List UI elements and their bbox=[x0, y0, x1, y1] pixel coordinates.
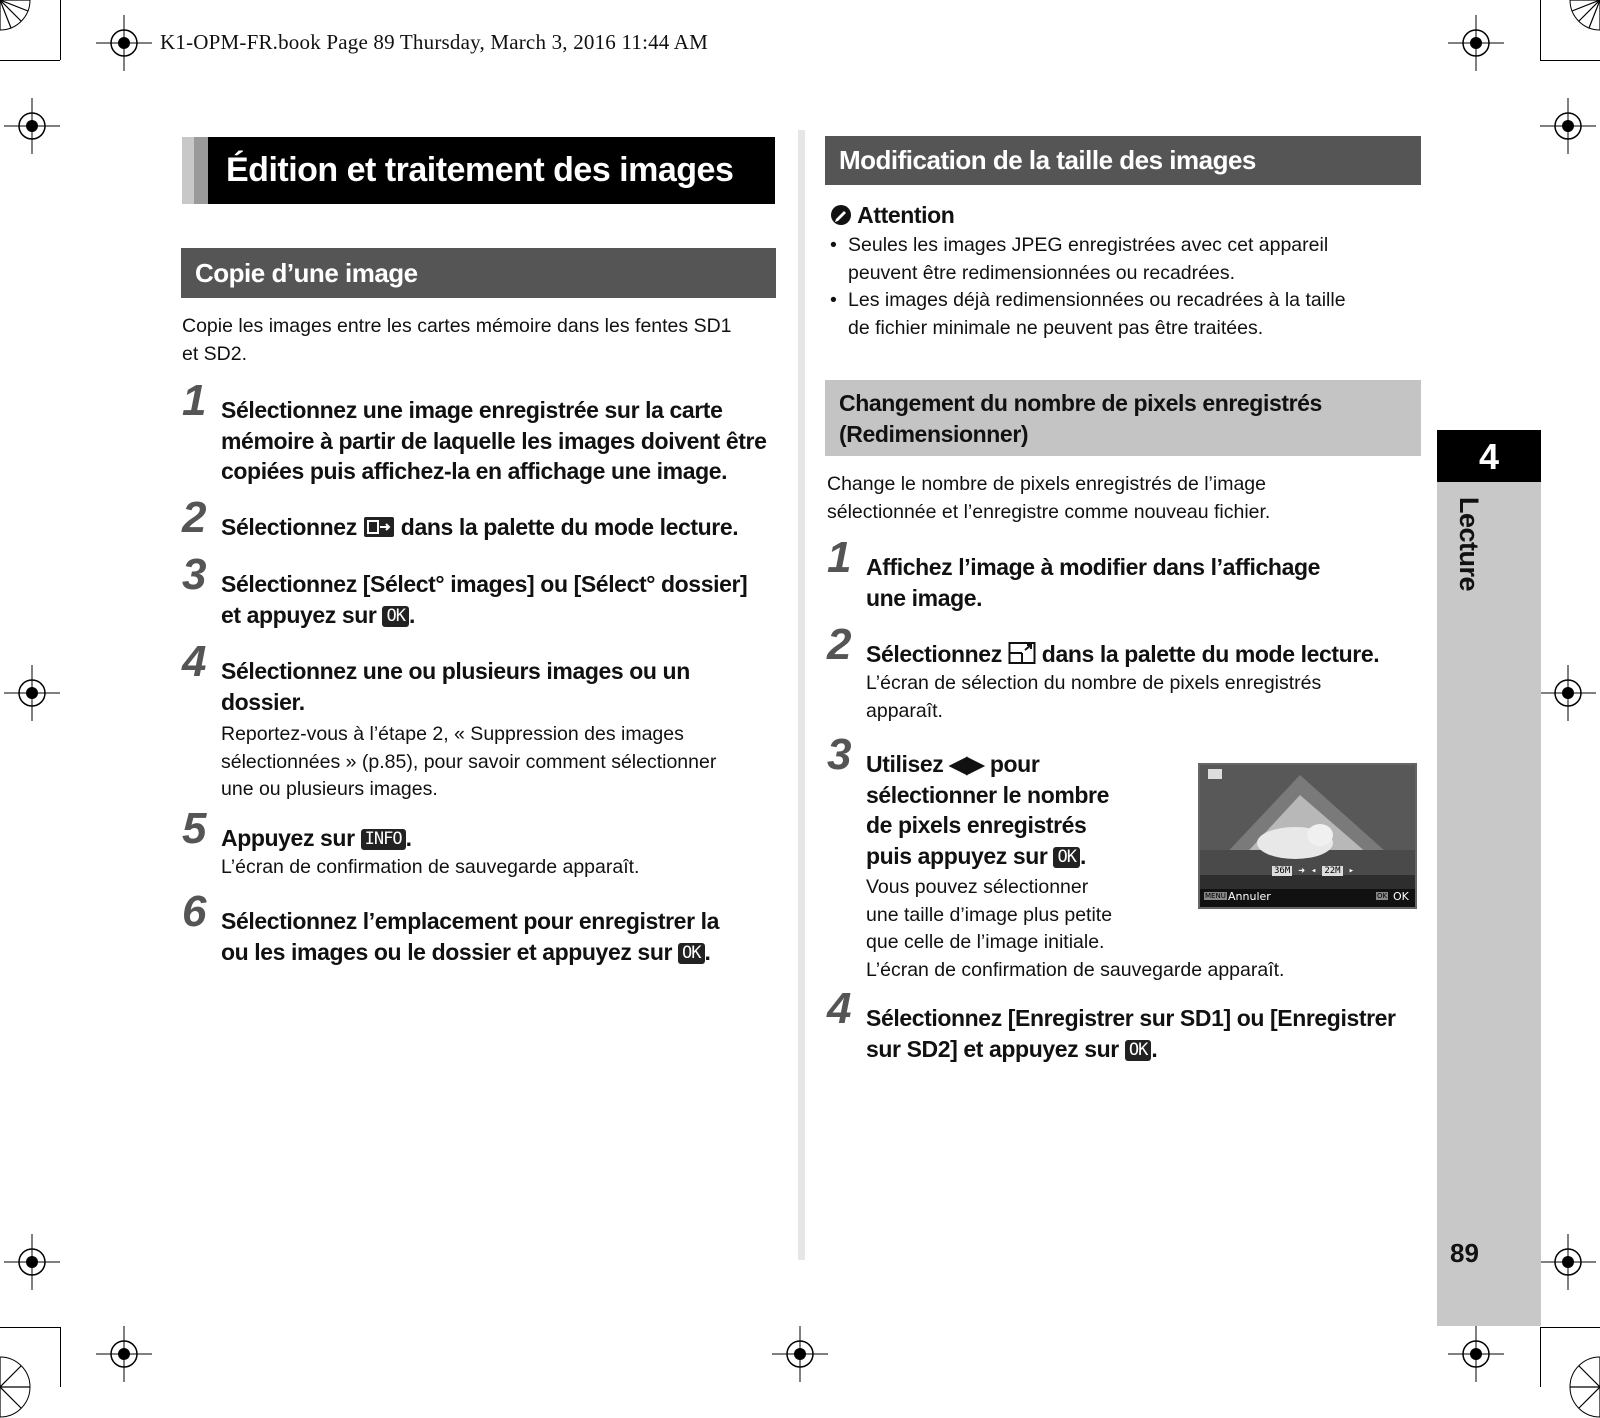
chapter-title: Édition et traitement des images bbox=[226, 151, 734, 189]
page-number: 89 bbox=[1450, 1238, 1479, 1268]
resize-step-3: 3 Utilisez ◀▶ pour sélectionner le nombre de pixels enregistrés puis appuyez sur OK . Vous pouvez sélectionner une taille d’image plus petite que celle de l’image initiale. L’écran de confirmation de sauvegarde apparaît. bbox=[827, 730, 1285, 981]
copy-step-3: 3 Sélectionnez [Sélect° images] ou [Sélect° dossier] et appuyez sur OK . bbox=[182, 550, 748, 628]
registration-mark bbox=[96, 15, 152, 71]
arrow-right-icon: ➜ bbox=[1298, 864, 1305, 877]
chapter-label: Lecture bbox=[1454, 497, 1484, 592]
starburst-mark bbox=[0, 0, 31, 31]
info-key-icon: INFO bbox=[361, 829, 406, 850]
resize-preview-photo bbox=[1200, 765, 1415, 907]
section-title-copy: Copie d’une image bbox=[181, 248, 776, 298]
copy-step-1: 1 Sélectionnez une image enregistrée sur la carte mémoire à partir de laquelle les images doivent être copiées puis affichez-la en affichage une image. bbox=[182, 376, 767, 484]
crop-mark bbox=[1540, 1327, 1541, 1387]
crop-mark bbox=[1540, 60, 1600, 61]
resize-intro: Change le nombre de pixels enregistrés de l’image sélectionnée et l’enregistre comme nouveau fichier. bbox=[827, 473, 1271, 523]
attention-list: • Seules les images JPEG enregistrées avec cet appareil peuvent être redimensionnées ou recadrées. • Les images déjà redimensionnées ou recadrées à la taille de fichier minimale ne peuvent pas être traitées. bbox=[830, 234, 1346, 339]
registration-mark bbox=[1540, 665, 1596, 721]
size-selector: 36M ➜ ◂ 22M ▸ bbox=[1274, 864, 1354, 877]
crop-mark bbox=[0, 1327, 60, 1328]
resize-step-2: 2 Sélectionnez dans la palette du mode lecture. L’écran de sélection du nombre de pixels enregistrés apparaît. bbox=[827, 620, 1380, 722]
book-header: K1-OPM-FR.book Page 89 Thursday, March 3, 2016 11:44 AM bbox=[160, 30, 709, 54]
copy-image-icon bbox=[363, 516, 395, 538]
registration-mark bbox=[1540, 1234, 1596, 1290]
registration-mark bbox=[772, 1326, 828, 1382]
starburst-mark bbox=[0, 1356, 31, 1418]
attention-heading: Attention bbox=[830, 202, 954, 229]
registration-mark bbox=[1448, 1326, 1504, 1382]
registration-mark bbox=[1540, 98, 1596, 154]
copy-step-2: 2 Sélectionnez dans la palette du mode lecture. bbox=[182, 493, 739, 542]
resize-step-4: 4 Sélectionnez [Enregistrer sur SD1] ou [Enregistrer sur SD2] et appuyez sur OK . bbox=[827, 984, 1396, 1062]
copy-intro: Copie les images entre les cartes mémoire dans les fentes SD1 et SD2. bbox=[182, 315, 732, 365]
resize-step-1: 1 Affichez l’image à modifier dans l’affichage une image. bbox=[827, 533, 1321, 611]
camera-screen-image bbox=[1198, 763, 1417, 909]
crop-mark bbox=[1540, 1327, 1600, 1328]
registration-mark bbox=[96, 1326, 152, 1382]
ok-key-icon: OK bbox=[678, 943, 704, 964]
chapter-number: 4 bbox=[1437, 430, 1541, 482]
ok-key-icon: OK bbox=[1125, 1040, 1151, 1061]
crop-mark bbox=[1540, 0, 1541, 60]
starburst-mark bbox=[1569, 0, 1600, 31]
section-title-resize: Modification de la taille des images bbox=[825, 136, 1421, 185]
arrow-left-icon: ◂ bbox=[1310, 865, 1317, 876]
registration-mark bbox=[4, 665, 60, 721]
registration-mark bbox=[1448, 15, 1504, 71]
ok-key-icon: OK bbox=[1053, 847, 1079, 868]
crop-mark bbox=[60, 1327, 61, 1387]
screen-footer: MENU Annuler OK OK bbox=[1200, 889, 1415, 907]
registration-mark bbox=[4, 1234, 60, 1290]
arrow-right-small-icon: ▸ bbox=[1348, 865, 1354, 876]
chapter-title-bar bbox=[182, 137, 775, 204]
subsection-title-resize: Changement du nombre de pixels enregistrés (Redimensionner) bbox=[825, 380, 1421, 456]
column-divider bbox=[798, 130, 805, 1260]
copy-step-4: 4 Sélectionnez une ou plusieurs images ou un dossier. Reportez-vous à l’étape 2, « Suppression des images sélectionnées » (p.85), pour savoir comment sélectionner une ou plusieurs images. bbox=[182, 637, 717, 800]
starburst-mark bbox=[1569, 1356, 1600, 1418]
copy-step-6: 6 Sélectionnez l’emplacement pour enregistrer la ou les images ou le dossier et appuyez sur OK . bbox=[182, 887, 719, 965]
ok-key-icon: OK bbox=[382, 606, 408, 627]
attention-icon bbox=[830, 204, 852, 226]
crop-mark bbox=[60, 0, 61, 60]
resize-icon bbox=[1008, 641, 1036, 665]
copy-step-5: 5 Appuyez sur INFO . L’écran de confirmation de sauvegarde apparaît. bbox=[182, 804, 640, 878]
registration-mark bbox=[4, 98, 60, 154]
crop-mark bbox=[0, 60, 60, 61]
